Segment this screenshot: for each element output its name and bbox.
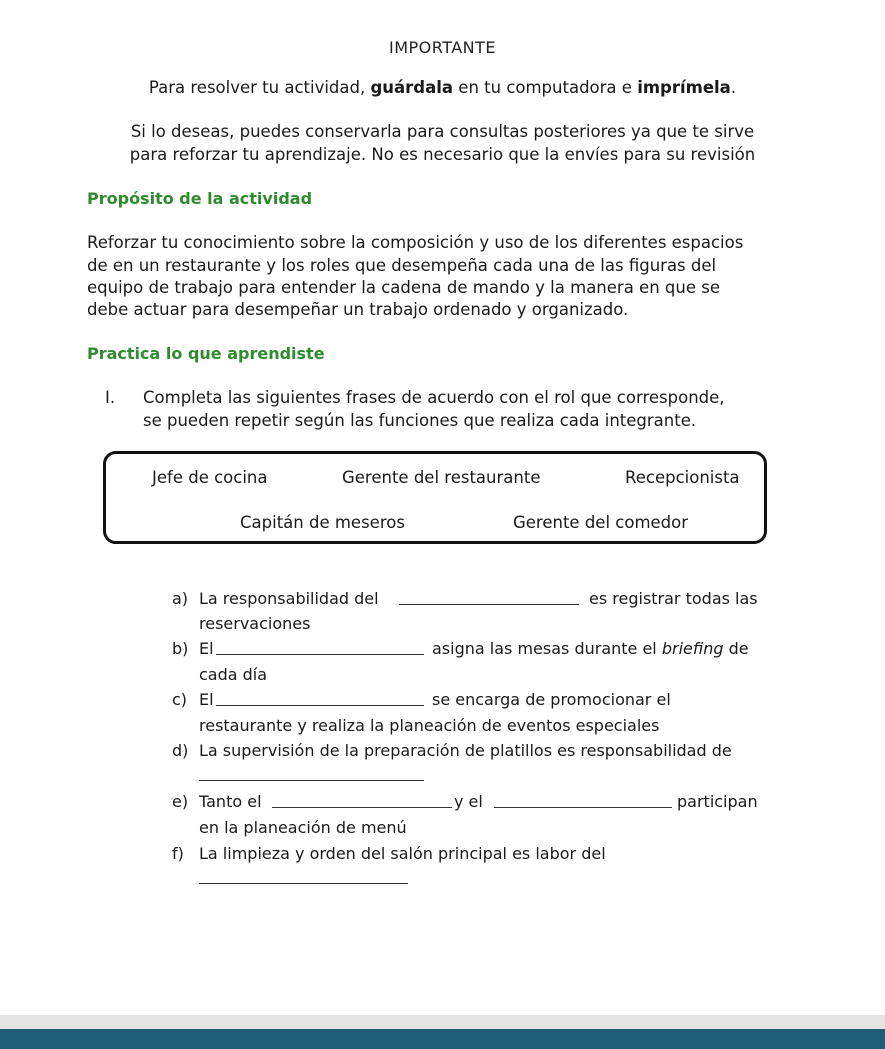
- purpose-text-line: de en un restaurante y los roles que desempeña cada una de las figuras del: [87, 256, 717, 275]
- question-text: La limpieza y orden del salón principal es labor del: [199, 844, 606, 863]
- note-line-2: para reforzar tu aprendizaje. No es necesario que la envíes para su revisión: [129, 145, 756, 164]
- answer-blank[interactable]: [272, 807, 452, 808]
- exercise-instruction-line: se pueden repetir según las funciones que realiza cada integrante.: [143, 411, 697, 430]
- purpose-text-line: debe actuar para desempeñar un trabajo ordenado y organizado.: [87, 300, 629, 319]
- question-label: d): [172, 741, 189, 760]
- answer-blank[interactable]: [199, 780, 424, 781]
- exercise-instruction-line: Completa las siguientes frases de acuerdo con el rol que corresponde,: [143, 388, 725, 407]
- question-text: La supervisión de la preparación de platillos es responsabilidad de: [199, 741, 732, 760]
- page-title: IMPORTANTE: [388, 38, 497, 57]
- word-bank-item: Jefe de cocina: [152, 468, 268, 487]
- question-text: El: [199, 639, 214, 658]
- footer-bar: [0, 1029, 885, 1049]
- question-label: b): [172, 639, 189, 658]
- answer-blank[interactable]: [399, 604, 579, 605]
- question-label: f): [172, 844, 184, 863]
- question-text: La responsabilidad del: [199, 589, 379, 608]
- page-gap: [0, 1015, 885, 1029]
- question-label: c): [172, 690, 188, 709]
- purpose-text-line: equipo de trabajo para entender la cadena de mando y la manera en que se: [87, 278, 720, 297]
- answer-blank[interactable]: [494, 807, 672, 808]
- word-bank-item: Capitán de meseros: [240, 513, 405, 532]
- note-line-1: Si lo deseas, puedes conservarla para consultas posteriores ya que te sirve: [130, 122, 755, 141]
- question-text: Tanto el: [199, 792, 262, 811]
- answer-blank[interactable]: [199, 883, 408, 884]
- purpose-heading: Propósito de la actividad: [87, 189, 313, 208]
- question-text: es registrar todas las: [589, 589, 758, 608]
- word-bank-box: [103, 451, 767, 544]
- question-text: El: [199, 690, 214, 709]
- answer-blank[interactable]: [216, 705, 424, 706]
- answer-blank[interactable]: [216, 654, 424, 655]
- word-bank-item: Gerente del comedor: [513, 513, 689, 532]
- question-text: en la planeación de menú: [199, 818, 407, 837]
- question-label: a): [172, 589, 189, 608]
- question-text: cada día: [199, 665, 268, 684]
- practice-heading: Practica lo que aprendiste: [87, 344, 325, 363]
- instruction-line: Para resolver tu actividad, guárdala en tu computadora e imprímela.: [148, 78, 737, 97]
- question-text: reservaciones: [199, 614, 311, 633]
- question-text: asigna las mesas durante el briefing de: [432, 639, 749, 658]
- question-text: participan: [677, 792, 758, 811]
- question-label: e): [172, 792, 189, 811]
- purpose-text-line: Reforzar tu conocimiento sobre la composición y uso de los diferentes espacios: [87, 233, 744, 252]
- question-text: se encarga de promocionar el: [432, 690, 671, 709]
- question-text: y el: [454, 792, 483, 811]
- word-bank-item: Recepcionista: [625, 468, 740, 487]
- word-bank-item: Gerente del restaurante: [342, 468, 541, 487]
- question-text: restaurante y realiza la planeación de eventos especiales: [199, 716, 660, 735]
- exercise-numeral: I.: [105, 388, 116, 407]
